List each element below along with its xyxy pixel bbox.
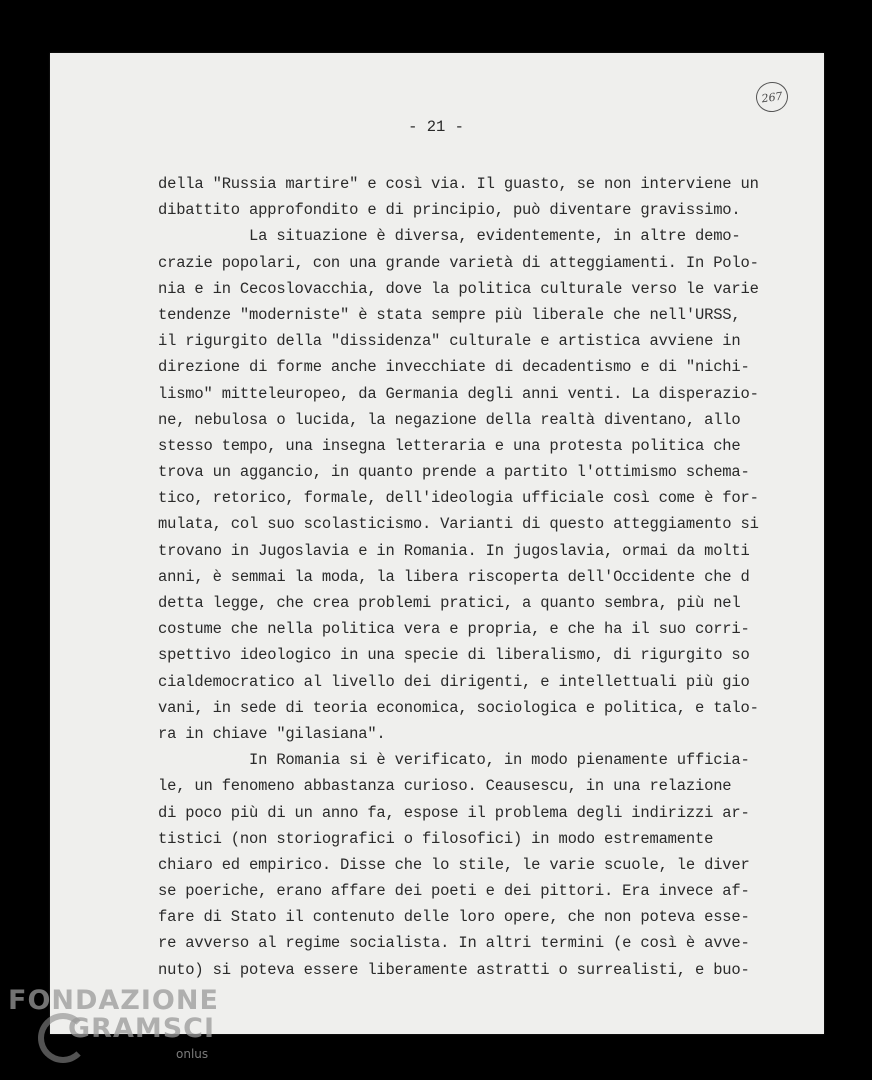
text-line: dibattito approfondito e di principio, può diventare gravissimo. (158, 201, 741, 220)
body-text (158, 171, 768, 983)
text-line: trova un aggancio, in quanto prende a partito l'ottimismo schema- (158, 463, 750, 482)
fondazione-gramsci-logo (8, 985, 218, 1075)
text-line: cialdemocratico al livello dei dirigenti, e intellettuali più gio (158, 672, 750, 691)
text-line: ne, nebulosa o lucida, la negazione della realtà diventano, allo (158, 410, 741, 429)
text-line: di poco più di un anno fa, espose il problema degli indirizzi ar- (158, 803, 750, 822)
text-line: stesso tempo, una insegna letteraria e una protesta politica che (158, 436, 741, 455)
text-line: tendenze "moderniste" è stata sempre più liberale che nell'URSS, (158, 305, 741, 324)
text-line: tistici (non storiografici o filosofici) in modo estremamente (158, 829, 714, 848)
text-line: direzione di forme anche invecchiate di decadentismo e di "nichi- (158, 358, 750, 377)
text-line: chiaro ed empirico. Disse che lo stile, le varie scuole, le diver (158, 855, 750, 874)
text-line: trovano in Jugoslavia e in Romania. In jugoslavia, ormai da molti (158, 541, 750, 560)
text-line: fare di Stato il contenuto delle loro opere, che non poteva esse- (158, 908, 750, 927)
logo-text-gramsci: GRAMSCI (68, 1013, 216, 1044)
logo-text-onlus: onlus (176, 1047, 209, 1061)
text-line: nia e in Cecoslovacchia, dove la politica culturale verso le varie (158, 279, 759, 298)
text-line: costume che nella politica vera e propria, e che ha il suo corri- (158, 620, 750, 639)
text-line: spettivo ideologico in una specie di liberalismo, di rigurgito so (158, 646, 750, 665)
logo-text-fondazione: FONDAZIONE (8, 985, 219, 1016)
text-line: nuto) si poteva essere liberamente astratti o surrealisti, e buo- (158, 960, 750, 979)
text-line: re avverso al regime socialista. In altri termini (e così è avve- (158, 934, 750, 953)
text-line: In Romania si è verificato, in modo pienamente ufficia- (158, 751, 750, 770)
text-line: le, un fenomeno abbastanza curioso. Ceausescu, in una relazione (158, 777, 732, 796)
text-line: anni, è semmai la moda, la libera riscoperta dell'Occidente che d (158, 567, 750, 586)
text-line: il rigurgito della "dissidenza" culturale e artistica avviene in (158, 332, 741, 351)
text-line: detta legge, che crea problemi pratici, a quanto sembra, più nel (158, 594, 741, 612)
archive-number-text: 267 (760, 89, 784, 105)
text-line: crazie popolari, con una grande varietà di atteggiamenti. In Polo- (158, 253, 759, 272)
page-number: - 21 - (408, 118, 464, 136)
text-line: tico, retorico, formale, dell'ideologia ufficiale così come è for- (158, 489, 759, 508)
text-line: lismo" mitteleuropeo, da Germania degli anni venti. La disperazio- (158, 384, 759, 403)
text-line: mulata, col suo scolasticismo. Varianti di questo atteggiamento si (158, 515, 759, 534)
text-line: vani, in sede di teoria economica, sociologica e politica, e talo- (158, 698, 759, 717)
text-line: della "Russia martire" e così via. Il guasto, se non interviene un (158, 175, 759, 193)
text-line: La situazione è diversa, evidentemente, in altre demo- (158, 227, 741, 246)
text-line: ra in chiave "gilasiana". (158, 724, 386, 743)
text-line: se poeriche, erano affare dei poeti e dei pittori. Era invece af- (158, 882, 750, 901)
